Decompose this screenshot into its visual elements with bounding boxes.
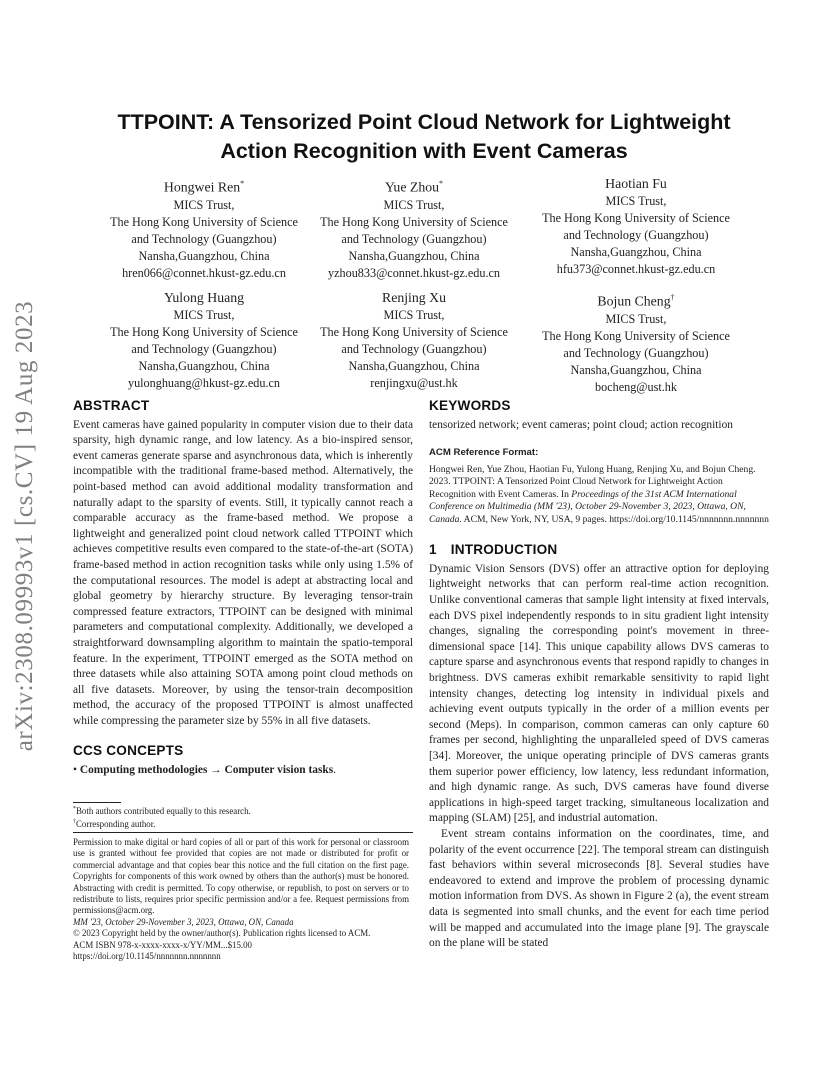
author-name: Renjing Xu	[382, 290, 446, 305]
right-column	[429, 398, 769, 952]
author-block	[303, 288, 525, 392]
ccs-bullet: •	[73, 764, 77, 777]
author-affil-line: Nansha,Guangzhou, China	[138, 359, 270, 373]
author-affil-line: Nansha,Guangzhou, China	[348, 359, 480, 373]
intro-heading	[429, 542, 769, 558]
author-block	[93, 174, 315, 282]
permission-isbn: ACM ISBN 978-x-xxxx-xxxx-x/YY/MM...$15.00	[73, 939, 252, 950]
author-block	[303, 174, 525, 282]
author-mark: *	[439, 179, 444, 188]
ccs-period: .	[333, 764, 337, 777]
author-affil-line: MICS Trust,	[173, 197, 235, 212]
author-affil-line: Nansha,Guangzhou, China	[570, 362, 702, 377]
author-mark: †	[670, 293, 675, 302]
author-email: yulonghuang@hkust-gz.edu.cn	[127, 376, 281, 390]
acm-ref-tail: . ACM, New York, NY, USA, 9 pages. https://doi.org/10.1145/nnnnnnn.nnnnnnn	[459, 513, 769, 525]
keywords-heading: KEYWORDS	[429, 398, 511, 413]
footnote-corr	[73, 817, 413, 830]
intro-paragraph-1: Dynamic Vision Sensors (DVS) offer an attractive option for deploying lightweight networks that can perform real-time action recognition. Unlike conventional cameras that sample light intensity at fixed intervals, each DVS pixel independently responds to in situ gradient light intensity changes, signaling the corresponding point's movement in three-dimensional space [14]. This unique capability allows DVS cameras to capture sparse and asynchronous events that respond rapidly to changes in brightness. DVS cameras exhibit remarkable sensitivity to rapid light intensity changes, detecting log intensity in individual pixels and achieving event outputs typically in the order of a million events per second (Meps). In comparison, common cameras can only capture 60 frames per second, highlighting the unparalleled speed of DVS cameras [34]. Moreover, the unique operating principle of DVS cameras grants them superior power efficiency, low latency, less redundant information, and high dynamic range. As such, DVS cameras have found diverse applications in high-speed target tracking, simultaneous localization and mapping (SLAM) [25], and industrial automation.	[429, 562, 769, 825]
author-affil-line: Nansha,Guangzhou, China	[348, 248, 480, 263]
author-name: Haotian Fu	[605, 176, 667, 191]
author-name: Yue Zhou	[384, 179, 440, 195]
author-email: yzhou833@connet.hkust-gz.edu.cn	[328, 265, 500, 280]
permission-venue: MM '23, October 29-November 3, 2023, Ottawa, ON, Canada	[73, 916, 294, 927]
author-affil-line: The Hong Kong University of Science	[320, 325, 508, 339]
author-name: Bojun Cheng	[597, 293, 671, 309]
author-affil-line: The Hong Kong University of Science	[110, 214, 298, 229]
permission-text: Permission to make digital or hard copies of all or part of this work for personal or classroom use is granted without fee provided that copies are not made or distributed for profit or commercial advantage and that copies bear this notice and the full citation on the first page. Copyrights for components of this work owned by others than the author(s) must be honored. Abstracting with credit is permitted. To copy otherwise, or republish, to post on servers or to redistribute to lists, requires prior specific permission and/or a fee. Request permissions from permissions@acm.org.	[73, 837, 409, 916]
ccs-arrow: →	[210, 764, 222, 777]
acm-ref-authors: Hongwei Ren, Yue Zhou, Haotian Fu, Yulong Huang, Renjing Xu, and Bojun Cheng. 2023. TTPOINT: A Tensorized Point Cloud Network for Lightweight Action Recognition with Event Cameras. In	[429, 463, 756, 500]
footnote-equal	[73, 804, 413, 817]
intro-number: 1	[429, 542, 437, 558]
author-affil-line: MICS Trust,	[383, 197, 445, 212]
author-affil-line: The Hong Kong University of Science	[542, 211, 730, 225]
footnote-corr-mark: †	[73, 819, 76, 826]
author-affil-line: MICS Trust,	[383, 308, 445, 322]
arxiv-side-label: arXiv:2308.09993v1 [cs.CV] 19 Aug 2023	[11, 300, 38, 752]
abstract-heading: ABSTRACT	[73, 398, 150, 413]
footnote-corr-text: Corresponding author.	[76, 819, 156, 830]
author-affil-line: and Technology (Guangzhou)	[563, 345, 709, 360]
intro-paragraph-2: Event stream contains information on the coordinates, time, and polarity of the event occurrence [22]. The temporal stream can distinguish fast behaviors within several microseconds [8]. Several studies have endeavored to extend and improve the problem of processing dynamic motion information from DVS. As shown in Figure 2 (a), the event stream data is segmented into small chunks, and the event for each time period will be mapped and accumulated into the image plane [9]. The grayscale on the plane will be stated	[429, 827, 769, 950]
author-affil-line: Nansha,Guangzhou, China	[570, 245, 702, 259]
permission-rule	[73, 832, 413, 833]
author-email: hfu373@connet.hkust-gz.edu.cn	[556, 262, 716, 276]
author-mark: *	[240, 179, 245, 188]
acm-ref-text	[429, 464, 769, 527]
author-affil-line: MICS Trust,	[605, 194, 667, 208]
author-affil-line: The Hong Kong University of Science	[542, 328, 730, 343]
title-line-2: Action Recognition with Event Cameras	[220, 139, 628, 163]
author-email: hren066@connet.hkust-gz.edu.cn	[122, 265, 286, 280]
author-affil-line: and Technology (Guangzhou)	[341, 231, 487, 246]
intro-title: INTRODUCTION	[450, 542, 558, 558]
permission-doi: https://doi.org/10.1145/nnnnnnn.nnnnnnn	[73, 951, 221, 962]
ccs-concept	[73, 763, 413, 779]
author-affil-line: The Hong Kong University of Science	[320, 214, 508, 229]
author-affil-line: MICS Trust,	[173, 308, 235, 322]
ccs-right: Computer vision tasks	[224, 764, 334, 777]
keywords-text: tensorized network; event cameras; point cloud; action recognition	[429, 418, 733, 431]
ccs-heading: CCS CONCEPTS	[73, 743, 184, 759]
author-block	[93, 288, 315, 392]
acm-ref-proceedings: Proceedings of the 31st ACM International Conference on Multimedia (MM '23), October 29-November 3, 2023, Ottawa, ON, Canada	[429, 488, 746, 525]
paper-title	[60, 108, 788, 166]
author-block	[525, 174, 747, 278]
author-affil-line: and Technology (Guangzhou)	[563, 228, 709, 242]
acm-ref-heading: ACM Reference Format:	[429, 447, 539, 459]
footnotes	[73, 804, 413, 831]
author-email: renjingxu@ust.hk	[370, 376, 458, 390]
author-affil-line: MICS Trust,	[605, 311, 667, 326]
author-affil-line: and Technology (Guangzhou)	[341, 342, 487, 356]
author-affil-line: Nansha,Guangzhou, China	[138, 248, 270, 263]
author-block	[525, 288, 747, 396]
author-name: Yulong Huang	[163, 290, 245, 305]
author-name: Hongwei Ren	[163, 179, 241, 195]
footnote-rule	[73, 802, 121, 803]
permission-copyright: © 2023 Copyright held by the owner/author(s). Publication rights licensed to ACM.	[73, 928, 371, 939]
author-affil-line: and Technology (Guangzhou)	[131, 231, 277, 246]
footnote-equal-text: Both authors contributed equally to this research.	[76, 805, 251, 816]
left-column	[73, 398, 413, 779]
author-email: bocheng@ust.hk	[595, 379, 677, 394]
footnote-equal-mark: *	[73, 806, 76, 812]
ccs-left: Computing methodologies	[79, 764, 208, 777]
author-affil-line: The Hong Kong University of Science	[110, 325, 298, 339]
author-affil-line: and Technology (Guangzhou)	[131, 342, 277, 356]
abstract-text: Event cameras have gained popularity in computer vision due to their data sparsity, high dynamic range, and low latency. As a bio-inspired sensor, event cameras generate sparse and asynchronous data, which is inherently incompatible with the traditional frame-based method. Alternatively, the point-based method can avoid additional modality transformation and naturally adapt to the sparsity of events. Still, it typically cannot reach a comparable accuracy as the frame-based method. We propose a lightweight and generalized point cloud network called TTPOINT which achieves competitive results even compared to the state-of-the-art (SOTA) frame-based method in action recognition tasks while only using 1.5% of the computational resources. The model is adept at abstracting local and global geometry by hierarchy structure. By leveraging tensor-train compressed feature extractors, TTPOINT can be designed with minimal parameters and computational complexity. Additionally, we developed a straightforward downsampling algorithm to maintain the spatio-temporal feature. In the experiment, TTPOINT emerged as the SOTA method on three datasets while also attaining SOTA among point cloud methods on all five datasets. Moreover, by using the tensor-train decomposition method, the accuracy of the proposed TTPOINT is almost unaffected while compressing the parameter size by 55% in all five datasets.	[73, 418, 413, 727]
title-line-1: TTPOINT: A Tensorized Point Cloud Network for Lightweight	[117, 110, 731, 134]
permission-block	[73, 837, 409, 962]
